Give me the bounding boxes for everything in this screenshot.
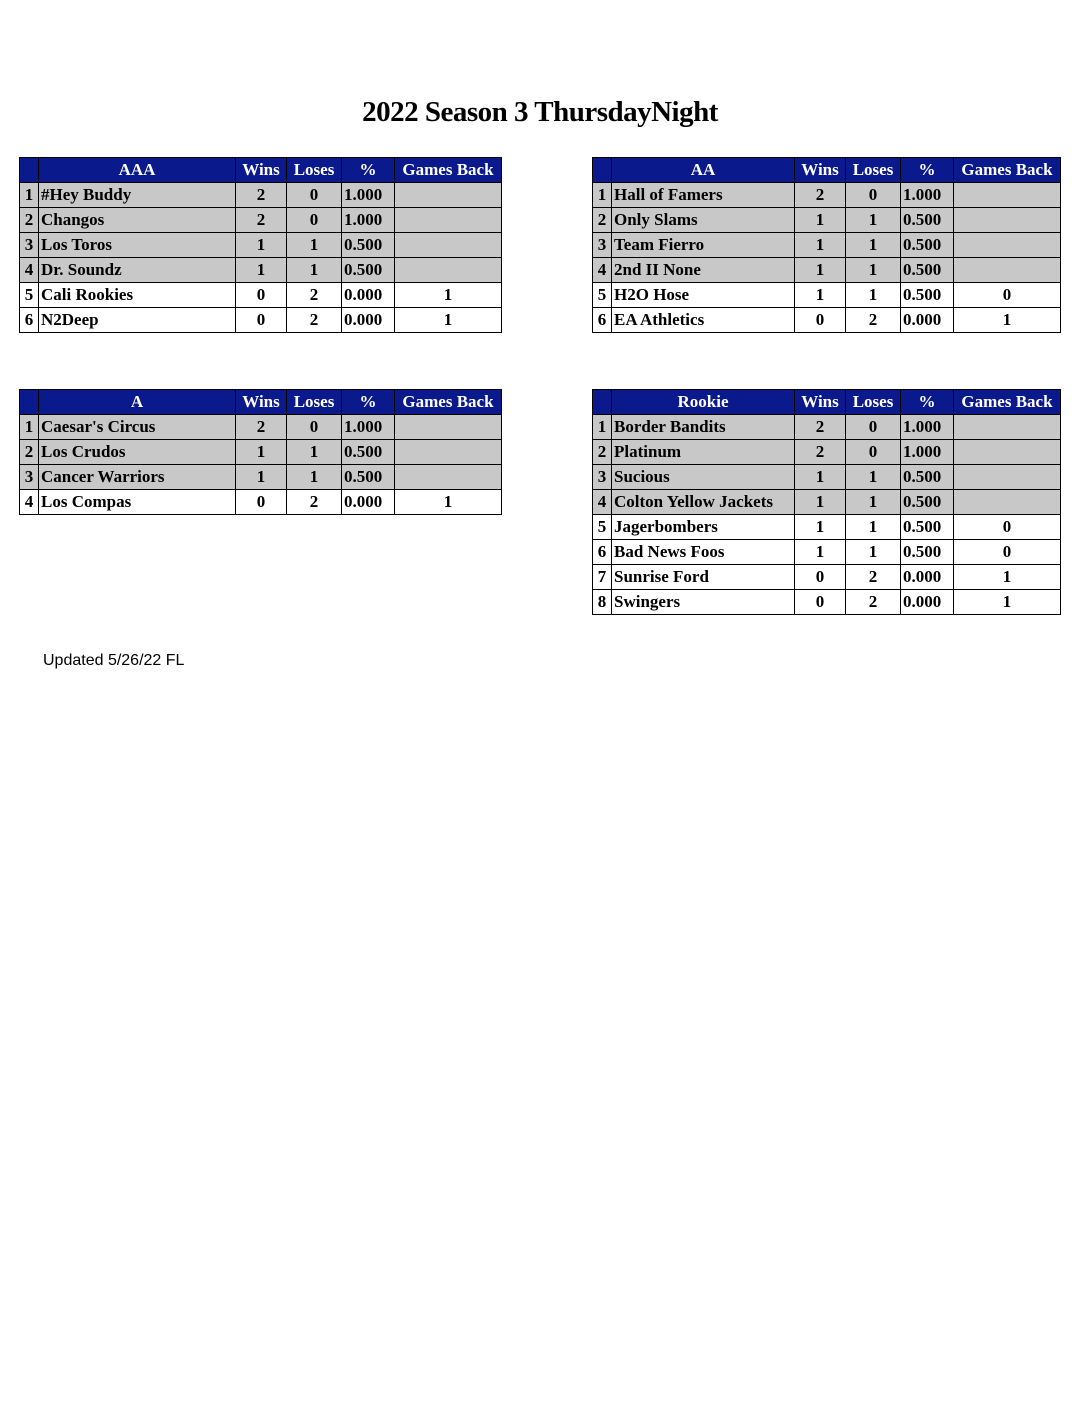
- rank-cell: 4: [20, 258, 39, 283]
- loses-cell: 0: [287, 415, 342, 440]
- team-name-cell: Sucious: [612, 465, 795, 490]
- team-name-cell: Swingers: [612, 590, 795, 615]
- loses-cell: 2: [846, 565, 901, 590]
- rank-cell: 6: [593, 308, 612, 333]
- table-row: [593, 283, 1061, 308]
- pct-cell: 0.500: [342, 440, 395, 465]
- rank-cell: 4: [593, 258, 612, 283]
- wins-cell: 2: [795, 415, 846, 440]
- table-row: [593, 515, 1061, 540]
- rank-header: [593, 390, 612, 415]
- team-name-cell: Los Compas: [39, 490, 236, 515]
- pct-cell: 1.000: [342, 183, 395, 208]
- rank-cell: 2: [593, 440, 612, 465]
- pct-cell: 1.000: [342, 208, 395, 233]
- wins-cell: 1: [795, 540, 846, 565]
- table-row: [20, 308, 502, 333]
- games-back-cell: [954, 258, 1061, 283]
- wins-cell: 1: [795, 515, 846, 540]
- division-name: A: [39, 390, 236, 415]
- pct-cell: 0.500: [901, 490, 954, 515]
- loses-header: Loses: [287, 390, 342, 415]
- loses-cell: 1: [846, 233, 901, 258]
- wins-cell: 1: [795, 258, 846, 283]
- division-table-a: [19, 389, 502, 515]
- loses-cell: 1: [846, 283, 901, 308]
- rank-cell: 2: [20, 208, 39, 233]
- games-back-cell: 1: [954, 308, 1061, 333]
- loses-cell: 1: [287, 465, 342, 490]
- table-row: [20, 440, 502, 465]
- team-name-cell: Jagerbombers: [612, 515, 795, 540]
- pct-cell: 1.000: [901, 415, 954, 440]
- table-row: [20, 465, 502, 490]
- rank-cell: 2: [20, 440, 39, 465]
- table-row: [593, 565, 1061, 590]
- loses-cell: 1: [846, 465, 901, 490]
- division-name: Rookie: [612, 390, 795, 415]
- pct-cell: 1.000: [901, 440, 954, 465]
- loses-cell: 1: [846, 490, 901, 515]
- pct-cell: 0.000: [342, 308, 395, 333]
- table-row: [593, 258, 1061, 283]
- team-name-cell: EA Athletics: [612, 308, 795, 333]
- division-name: AA: [612, 158, 795, 183]
- wins-cell: 1: [236, 465, 287, 490]
- division-table-rookie: [592, 389, 1061, 615]
- loses-cell: 0: [846, 440, 901, 465]
- table-row: [20, 490, 502, 515]
- team-name-cell: Dr. Soundz: [39, 258, 236, 283]
- loses-cell: 0: [846, 415, 901, 440]
- loses-header: Loses: [846, 158, 901, 183]
- pct-cell: 0.000: [342, 490, 395, 515]
- rank-cell: 6: [20, 308, 39, 333]
- wins-cell: 2: [236, 415, 287, 440]
- team-name-cell: H2O Hose: [612, 283, 795, 308]
- rank-cell: 7: [593, 565, 612, 590]
- wins-cell: 1: [236, 233, 287, 258]
- rank-cell: 3: [20, 465, 39, 490]
- wins-cell: 1: [795, 465, 846, 490]
- table-row: [593, 208, 1061, 233]
- games-back-cell: 1: [954, 590, 1061, 615]
- table-row: [593, 490, 1061, 515]
- games-back-header: Games Back: [395, 158, 502, 183]
- team-name-cell: Los Toros: [39, 233, 236, 258]
- team-name-cell: Only Slams: [612, 208, 795, 233]
- team-name-cell: Bad News Foos: [612, 540, 795, 565]
- table-row: [593, 308, 1061, 333]
- games-back-cell: 0: [954, 283, 1061, 308]
- rank-cell: 5: [593, 283, 612, 308]
- rank-cell: 1: [20, 415, 39, 440]
- team-name-cell: Team Fierro: [612, 233, 795, 258]
- table-row: [593, 590, 1061, 615]
- pct-cell: 1.000: [901, 183, 954, 208]
- table-row: [593, 540, 1061, 565]
- rank-cell: 3: [20, 233, 39, 258]
- loses-cell: 1: [846, 258, 901, 283]
- loses-cell: 2: [287, 490, 342, 515]
- team-name-cell: Changos: [39, 208, 236, 233]
- games-back-cell: [395, 465, 502, 490]
- wins-header: Wins: [236, 158, 287, 183]
- team-name-cell: N2Deep: [39, 308, 236, 333]
- pct-cell: 0.500: [342, 465, 395, 490]
- rank-cell: 1: [20, 183, 39, 208]
- loses-cell: 0: [287, 208, 342, 233]
- updated-note: Updated 5/26/22 FL: [43, 652, 185, 669]
- pct-cell: 0.500: [342, 258, 395, 283]
- games-back-cell: 1: [395, 283, 502, 308]
- table-row: [20, 183, 502, 208]
- division-name: AAA: [39, 158, 236, 183]
- wins-cell: 2: [795, 440, 846, 465]
- rank-cell: 1: [593, 415, 612, 440]
- pct-header: %: [901, 390, 954, 415]
- games-back-cell: 1: [954, 565, 1061, 590]
- wins-cell: 1: [795, 490, 846, 515]
- loses-header: Loses: [846, 390, 901, 415]
- pct-cell: 0.000: [901, 590, 954, 615]
- loses-cell: 2: [287, 308, 342, 333]
- pct-cell: 1.000: [342, 415, 395, 440]
- team-name-cell: Sunrise Ford: [612, 565, 795, 590]
- loses-cell: 1: [846, 515, 901, 540]
- games-back-header: Games Back: [954, 390, 1061, 415]
- rank-cell: 1: [593, 183, 612, 208]
- team-name-cell: Platinum: [612, 440, 795, 465]
- rank-header: [20, 390, 39, 415]
- pct-cell: 0.500: [901, 283, 954, 308]
- pct-cell: 0.500: [901, 515, 954, 540]
- rank-cell: 4: [20, 490, 39, 515]
- wins-cell: 0: [236, 490, 287, 515]
- pct-cell: 0.500: [342, 233, 395, 258]
- table-row: [20, 258, 502, 283]
- wins-cell: 1: [236, 440, 287, 465]
- loses-cell: 0: [846, 183, 901, 208]
- games-back-cell: 0: [954, 515, 1061, 540]
- team-name-cell: Hall of Famers: [612, 183, 795, 208]
- page-title: 2022 Season 3 ThursdayNight: [362, 96, 718, 128]
- division-table-aaa: [19, 157, 502, 333]
- games-back-cell: [954, 183, 1061, 208]
- team-name-cell: 2nd II None: [612, 258, 795, 283]
- wins-cell: 0: [795, 565, 846, 590]
- games-back-cell: [954, 465, 1061, 490]
- team-name-cell: Cali Rookies: [39, 283, 236, 308]
- games-back-header: Games Back: [395, 390, 502, 415]
- loses-cell: 1: [846, 540, 901, 565]
- rank-cell: 8: [593, 590, 612, 615]
- pct-cell: 0.500: [901, 465, 954, 490]
- rank-cell: 3: [593, 233, 612, 258]
- pct-cell: 0.500: [901, 258, 954, 283]
- loses-header: Loses: [287, 158, 342, 183]
- games-back-cell: [954, 490, 1061, 515]
- loses-cell: 1: [287, 258, 342, 283]
- wins-cell: 2: [795, 183, 846, 208]
- table-row: [20, 208, 502, 233]
- loses-cell: 1: [287, 233, 342, 258]
- rank-header: [20, 158, 39, 183]
- wins-cell: 2: [236, 208, 287, 233]
- rank-cell: 5: [20, 283, 39, 308]
- wins-cell: 2: [236, 183, 287, 208]
- games-back-cell: [954, 233, 1061, 258]
- table-row: [593, 415, 1061, 440]
- table-row: [593, 440, 1061, 465]
- games-back-cell: [395, 440, 502, 465]
- table-row: [20, 415, 502, 440]
- pct-cell: 0.000: [901, 308, 954, 333]
- pct-header: %: [901, 158, 954, 183]
- rank-cell: 5: [593, 515, 612, 540]
- pct-header: %: [342, 390, 395, 415]
- pct-cell: 0.000: [342, 283, 395, 308]
- table-row: [593, 183, 1061, 208]
- table-row: [593, 233, 1061, 258]
- table-row: [593, 465, 1061, 490]
- games-back-header: Games Back: [954, 158, 1061, 183]
- wins-cell: 1: [795, 283, 846, 308]
- wins-cell: 0: [236, 308, 287, 333]
- games-back-cell: [954, 440, 1061, 465]
- loses-cell: 2: [846, 308, 901, 333]
- pct-cell: 0.000: [901, 565, 954, 590]
- games-back-cell: [395, 208, 502, 233]
- team-name-cell: Colton Yellow Jackets: [612, 490, 795, 515]
- loses-cell: 0: [287, 183, 342, 208]
- rank-cell: 3: [593, 465, 612, 490]
- wins-cell: 0: [795, 590, 846, 615]
- team-name-cell: Border Bandits: [612, 415, 795, 440]
- pct-header: %: [342, 158, 395, 183]
- wins-header: Wins: [795, 390, 846, 415]
- division-table-aa: [592, 157, 1061, 333]
- games-back-cell: [954, 415, 1061, 440]
- team-name-cell: Los Crudos: [39, 440, 236, 465]
- wins-header: Wins: [795, 158, 846, 183]
- games-back-cell: [395, 258, 502, 283]
- loses-cell: 1: [846, 208, 901, 233]
- rank-cell: 6: [593, 540, 612, 565]
- team-name-cell: Cancer Warriors: [39, 465, 236, 490]
- rank-cell: 4: [593, 490, 612, 515]
- wins-cell: 1: [795, 233, 846, 258]
- wins-cell: 0: [795, 308, 846, 333]
- games-back-cell: [954, 208, 1061, 233]
- wins-cell: 1: [236, 258, 287, 283]
- games-back-cell: 1: [395, 308, 502, 333]
- games-back-cell: 0: [954, 540, 1061, 565]
- games-back-cell: [395, 183, 502, 208]
- pct-cell: 0.500: [901, 540, 954, 565]
- loses-cell: 1: [287, 440, 342, 465]
- games-back-cell: [395, 233, 502, 258]
- table-row: [20, 283, 502, 308]
- rank-header: [593, 158, 612, 183]
- team-name-cell: Caesar's Circus: [39, 415, 236, 440]
- wins-cell: 1: [795, 208, 846, 233]
- wins-cell: 0: [236, 283, 287, 308]
- games-back-cell: [395, 415, 502, 440]
- pct-cell: 0.500: [901, 233, 954, 258]
- loses-cell: 2: [846, 590, 901, 615]
- wins-header: Wins: [236, 390, 287, 415]
- games-back-cell: 1: [395, 490, 502, 515]
- rank-cell: 2: [593, 208, 612, 233]
- loses-cell: 2: [287, 283, 342, 308]
- pct-cell: 0.500: [901, 208, 954, 233]
- team-name-cell: #Hey Buddy: [39, 183, 236, 208]
- table-row: [20, 233, 502, 258]
